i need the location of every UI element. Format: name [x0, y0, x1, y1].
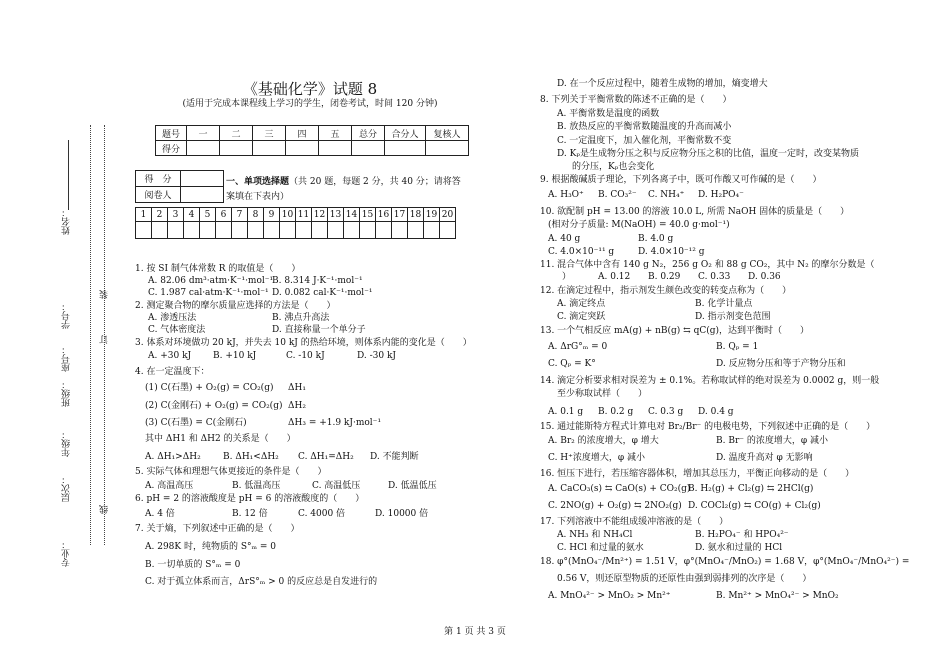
q17-option-b: B. H₂PO₄⁻ 和 HPO₄²⁻: [695, 530, 789, 540]
score-table: [155, 125, 469, 156]
q6-option-d: D. 10000 倍: [375, 509, 429, 519]
q14-stem-line2: 至少称取试样（ ）: [557, 389, 648, 399]
grader-score-cell[interactable]: [181, 171, 224, 187]
answer-grid-number: 10: [280, 208, 296, 222]
q2-stem: 2. 测定聚合物的摩尔质量应选择的方法是（ ）: [135, 301, 336, 311]
answer-grid-number: 15: [360, 208, 376, 222]
q14-stem-line1: 14. 滴定分析要求相对误差为 ± 0.1%。若称取试样的绝对误差为 0.0002 g，则一般: [540, 376, 880, 386]
q5-option-b: B. 低温高压: [232, 481, 281, 491]
q11-stem: 11. 混合气体中含有 140 g N₂，256 g O₂ 和 88 g CO₂，其中 N₂ 的摩尔分数是（: [540, 260, 875, 270]
q15-option-b: B. Br⁻ 的浓度增大，φ 减小: [716, 436, 829, 446]
q4-option-a: A. ΔH₁>ΔH₂: [145, 452, 201, 462]
q11-option-a: A. 0.12: [598, 272, 631, 282]
answer-cell[interactable]: [408, 222, 424, 239]
q4-question: 其中 ΔH1 和 ΔH2 的关系是（ ）: [145, 434, 296, 444]
q2-option-d: D. 直接称量一个单分子: [272, 325, 366, 335]
q12-option-d: D. 指示剂变色范围: [695, 312, 771, 322]
answer-grid-number: 19: [424, 208, 440, 222]
q10-option-b: B. 4.0 g: [638, 234, 674, 244]
score-cell[interactable]: [187, 141, 220, 156]
q4-reaction-3: (3) C(石墨) = C(金刚石): [145, 418, 247, 428]
level-label: 层次：: [62, 475, 72, 502]
q10-stem: 10. 欲配制 pH = 13.00 的溶液 10.0 L, 所需 NaOH 固体的质量是（ ）: [540, 207, 850, 217]
answer-grid-number: 1: [136, 208, 152, 222]
q1-option-b: B. 8.314 J·K⁻¹·mol⁻¹: [272, 276, 363, 286]
q16-option-a: A. CaCO₃(s) ⇆ CaO(s) + CO₂(g): [548, 484, 691, 494]
q17-option-c: C. HCl 和过量的氨水: [557, 543, 644, 553]
q3-option-c: C. -10 kJ: [286, 351, 325, 361]
q14-option-a: A. 0.1 g: [548, 407, 584, 417]
q15-option-c: C. H⁺浓度增大，φ 减小: [548, 453, 646, 463]
score-table-header: 复核人: [426, 126, 469, 141]
q5-stem: 5. 实际气体和理想气体更接近的条件是（ ）: [135, 467, 327, 477]
score-cell[interactable]: [253, 141, 286, 156]
answer-cell[interactable]: [216, 222, 232, 239]
score-table-header: 三: [253, 126, 286, 141]
q7-option-a: A. 298K 时，纯物质的 S°ₘ = 0: [145, 542, 277, 552]
q4-option-b: B. ΔH₁<ΔH₂: [223, 452, 279, 462]
q17-stem: 17. 下列溶液中不能组成缓冲溶液的是（ ）: [540, 517, 729, 527]
exam-title: 《基础化学》试题 8: [242, 80, 378, 98]
q13-option-d: D. 反应物分压和等于产物分压和: [716, 359, 846, 369]
q13-option-b: B. Qₚ = 1: [716, 342, 759, 352]
q1-option-c: C. 1.987 cal·atm·K⁻¹·mol⁻¹: [148, 288, 269, 298]
q9-option-b: B. CO₃²⁻: [598, 190, 637, 200]
section1-heading: 一、单项选择题（共 20 题，每题 2 分，共 40 分；请将答: [226, 177, 461, 187]
q14-option-d: D. 0.4 g: [698, 407, 734, 417]
q9-option-c: C. NH₄⁺: [648, 190, 685, 200]
q3-option-a: A. +30 kJ: [148, 351, 192, 361]
q16-option-c: C. 2NO(g) + O₂(g) ⇆ 2NO₂(g): [548, 501, 682, 511]
answer-cell[interactable]: [200, 222, 216, 239]
q9-option-d: D. H₂PO₄⁻: [698, 190, 744, 200]
q5-option-d: D. 低温低压: [388, 481, 437, 491]
q6-option-c: C. 4000 倍: [298, 509, 346, 519]
score-table-header: 五: [319, 126, 352, 141]
q8-option-c: C. 一定温度下，加入催化剂，平衡常数不变: [557, 136, 732, 146]
q8-stem: 8. 下列关于平衡常数的陈述不正确的是（ ）: [540, 95, 732, 105]
score-cell[interactable]: [319, 141, 352, 156]
answer-grid-number: 16: [376, 208, 392, 222]
exam-subtitle: (适用于完成本课程线上学习的学生，闭卷考试，时间 120 分钟): [182, 99, 438, 109]
answer-cell[interactable]: [248, 222, 264, 239]
answer-grid-number: 7: [232, 208, 248, 222]
answer-cell[interactable]: [152, 222, 168, 239]
answer-grid-number: 12: [312, 208, 328, 222]
q4-enthalpy-3: ΔH₃ = +1.9 kJ·mol⁻¹: [288, 418, 382, 428]
q5-option-c: C. 高温低压: [312, 481, 361, 491]
q4-enthalpy-1: ΔH₁: [288, 383, 306, 393]
student-id-label: 学号：: [62, 302, 72, 329]
answer-cell[interactable]: [136, 222, 152, 239]
grader-name-cell[interactable]: [181, 187, 224, 203]
q12-option-a: A. 滴定终点: [557, 299, 606, 309]
q1-option-d: D. 0.082 cal·K⁻¹·mol⁻¹: [272, 288, 373, 298]
grader-name-label: 阅卷人: [136, 187, 181, 203]
q15-option-a: A. Br₂ 的浓度增大，φ 增大: [548, 436, 659, 446]
score-table-header: 二: [220, 126, 253, 141]
q1-option-a: A. 82.06 dm³·atm·K⁻¹·mol⁻¹: [148, 276, 274, 286]
q3-stem: 3. 体系对环境做功 20 kJ，并失去 10 kJ 的热给环境，则体系内能的变化是（ ）: [135, 338, 472, 348]
q6-option-a: A. 4 倍: [145, 509, 175, 519]
q2-option-a: A. 渗透压法: [148, 313, 197, 323]
class-label: 班级：: [62, 380, 72, 407]
answer-cell[interactable]: [312, 222, 328, 239]
answer-cell[interactable]: [328, 222, 344, 239]
answer-cell[interactable]: [360, 222, 376, 239]
q8-option-a: A. 平衡常数是温度的函数: [557, 109, 660, 119]
q7-stem: 7. 关于熵，下列叙述中正确的是（ ）: [135, 524, 300, 534]
q9-stem: 9. 根据酸碱质子理论，下列各离子中，既可作酸又可作碱的是（ ）: [540, 175, 822, 185]
q11-stem-end: ）: [562, 272, 572, 282]
q15-option-d: D. 温度升高对 φ 无影响: [716, 453, 813, 463]
q9-option-a: A. H₃O⁺: [548, 190, 584, 200]
answer-cell[interactable]: [392, 222, 408, 239]
q10-option-d: D. 4.0×10⁻¹² g: [638, 247, 705, 257]
grade-label: 年级：: [62, 430, 72, 457]
score-table-row-label: 得分: [156, 141, 187, 156]
answer-cell[interactable]: [184, 222, 200, 239]
q15-stem: 15. 通过能斯特方程式计算电对 Br₂/Br⁻ 的电极电势，下列叙述中正确的是（ ）: [540, 422, 876, 432]
q7-option-d: D. 在一个反应过程中，随着生成物的增加，熵变增大: [557, 79, 768, 89]
score-cell[interactable]: [385, 141, 426, 156]
score-table-header: 总分: [352, 126, 385, 141]
q18-option-a: A. MnO₄²⁻ > MnO₂ > Mn²⁺: [548, 591, 671, 601]
score-table-header: 四: [286, 126, 319, 141]
page-number: 第 1 页 共 3 页: [444, 627, 506, 637]
grader-score-label: 得 分: [136, 171, 181, 187]
q10-option-c: C. 4.0×10⁻¹¹ g: [548, 247, 615, 257]
q4-reaction-1: (1) C(石墨) + O₂(g) = CO₂(g): [145, 383, 274, 393]
answer-cell[interactable]: [296, 222, 312, 239]
q12-option-c: C. 滴定突跃: [557, 312, 606, 322]
q14-option-b: B. 0.2 g: [598, 407, 634, 417]
answer-cell[interactable]: [280, 222, 296, 239]
seal-char-xian: 线: [100, 505, 110, 514]
score-table-header: 合分人: [385, 126, 426, 141]
q5-option-a: A. 高温高压: [145, 481, 194, 491]
q4-stem: 4. 在一定温度下：: [135, 367, 210, 377]
answer-grid-number: 2: [152, 208, 168, 222]
q17-option-a: A. NH₃ 和 NH₄Cl: [557, 530, 633, 540]
q1-stem: 1. 按 SI 制气体常数 R 的取值是（ ）: [135, 264, 301, 274]
q6-stem: 6. pH = 2 的溶液酸度是 pH = 6 的溶液酸度的（ ）: [135, 494, 365, 504]
q13-option-c: C. Qₚ = K°: [548, 359, 596, 369]
q16-stem: 16. 恒压下进行，若压缩容器体积，增加其总压力，平衡正向移动的是（ ）: [540, 469, 855, 479]
q2-option-b: B. 沸点升高法: [272, 313, 330, 323]
answer-grid-number: 9: [264, 208, 280, 222]
answer-cell[interactable]: [376, 222, 392, 239]
q10-note: (相对分子质量: M(NaOH) = 40.0 g·mol⁻¹): [548, 220, 730, 230]
section1-note: 案填在下表内）: [226, 192, 290, 202]
name-underline: [68, 140, 69, 210]
q6-option-b: B. 12 倍: [232, 509, 268, 519]
q4-option-d: D. 不能判断: [370, 452, 419, 462]
answer-cell[interactable]: [424, 222, 440, 239]
q13-option-a: A. ΔrG°ₘ = 0: [548, 342, 608, 352]
grader-box: [135, 170, 224, 203]
score-cell[interactable]: [286, 141, 319, 156]
q3-option-b: B. +10 kJ: [213, 351, 257, 361]
q17-option-d: D. 氨水和过量的 HCl: [695, 543, 783, 553]
answer-grid-number: 20: [440, 208, 456, 222]
q14-option-c: C. 0.3 g: [648, 407, 684, 417]
q8-option-b: B. 放热反应的平衡常数随温度的升高而减小: [557, 122, 732, 132]
score-table-header: 一: [187, 126, 220, 141]
q4-enthalpy-2: ΔH₂: [288, 401, 306, 411]
answer-grid-number: 14: [344, 208, 360, 222]
q16-option-b: B. H₂(g) + Cl₂(g) ⇆ 2HCl(g): [688, 484, 814, 494]
q4-option-c: C. ΔH₁=ΔH₂: [298, 452, 354, 462]
q12-option-b: B. 化学计量点: [695, 299, 753, 309]
answer-grid-number: 11: [296, 208, 312, 222]
answer-cell[interactable]: [168, 222, 184, 239]
answer-grid-number: 6: [216, 208, 232, 222]
q11-option-d: D. 0.36: [748, 272, 781, 282]
q11-option-c: C. 0.33: [698, 272, 731, 282]
score-cell[interactable]: [426, 141, 469, 156]
q7-option-b: B. 一切单质的 S°ₘ = 0: [145, 560, 241, 570]
q7-option-c: C. 对于孤立体系而言，ΔrS°ₘ > 0 的反应总是自发进行的: [145, 577, 378, 587]
q18-stem-line2: 0.56 V，则还原型物质的还原性由强到弱排列的次序是（ ）: [557, 574, 812, 584]
answer-grid-number: 4: [184, 208, 200, 222]
q13-stem: 13. 一个气相反应 mA(g) + nB(g) ⇆ qC(g)，达到平衡时（ ）: [540, 326, 810, 336]
q10-option-a: A. 40 g: [548, 234, 581, 244]
q18-option-b: B. Mn²⁺ > MnO₄²⁻ > MnO₂: [716, 591, 839, 601]
binding-line-outer: [90, 125, 91, 545]
score-cell[interactable]: [220, 141, 253, 156]
name-label: 姓名：: [62, 208, 72, 235]
answer-grid-number: 8: [248, 208, 264, 222]
answer-cell[interactable]: [232, 222, 248, 239]
answer-cell[interactable]: [440, 222, 456, 239]
answer-grid-number: 13: [328, 208, 344, 222]
q3-option-d: D. -30 kJ: [357, 351, 397, 361]
answer-grid: [135, 207, 456, 239]
q8-option-d-line2: 的分压，Kₚ也会变化: [572, 162, 655, 172]
score-cell[interactable]: [352, 141, 385, 156]
major-label: 专业：: [62, 540, 72, 567]
seat-label: 座号：: [62, 345, 72, 372]
answer-cell[interactable]: [344, 222, 360, 239]
seal-char-ding: 订: [100, 335, 110, 344]
q4-reaction-2: (2) C(金刚石) + O₂(g) = CO₂(g): [145, 401, 283, 411]
answer-grid-number: 5: [200, 208, 216, 222]
answer-grid-number: 18: [408, 208, 424, 222]
q16-option-d: D. COCl₂(g) ⇆ CO(g) + Cl₂(g): [688, 501, 821, 511]
q12-stem: 12. 在滴定过程中，指示剂发生颜色改变的转变点称为（ ）: [540, 286, 792, 296]
q8-option-d-line1: D. Kₚ是生成物分压之积与反应物分压之积的比值，温度一定时，改变某物质: [557, 149, 859, 159]
answer-cell[interactable]: [264, 222, 280, 239]
seal-char-zhuang: 装: [100, 290, 110, 299]
q18-stem-line1: 18. φ°(MnO₄⁻/Mn²⁺) = 1.51 V，φ°(MnO₄⁻/MnO₂) = 1.68 V，φ°(MnO₄⁻/MnO₄²⁻) =: [540, 557, 910, 567]
answer-grid-number: 3: [168, 208, 184, 222]
q2-option-c: C. 气体密度法: [148, 325, 206, 335]
answer-grid-number: 17: [392, 208, 408, 222]
score-table-header: 题号: [156, 126, 187, 141]
q11-option-b: B. 0.29: [648, 272, 681, 282]
